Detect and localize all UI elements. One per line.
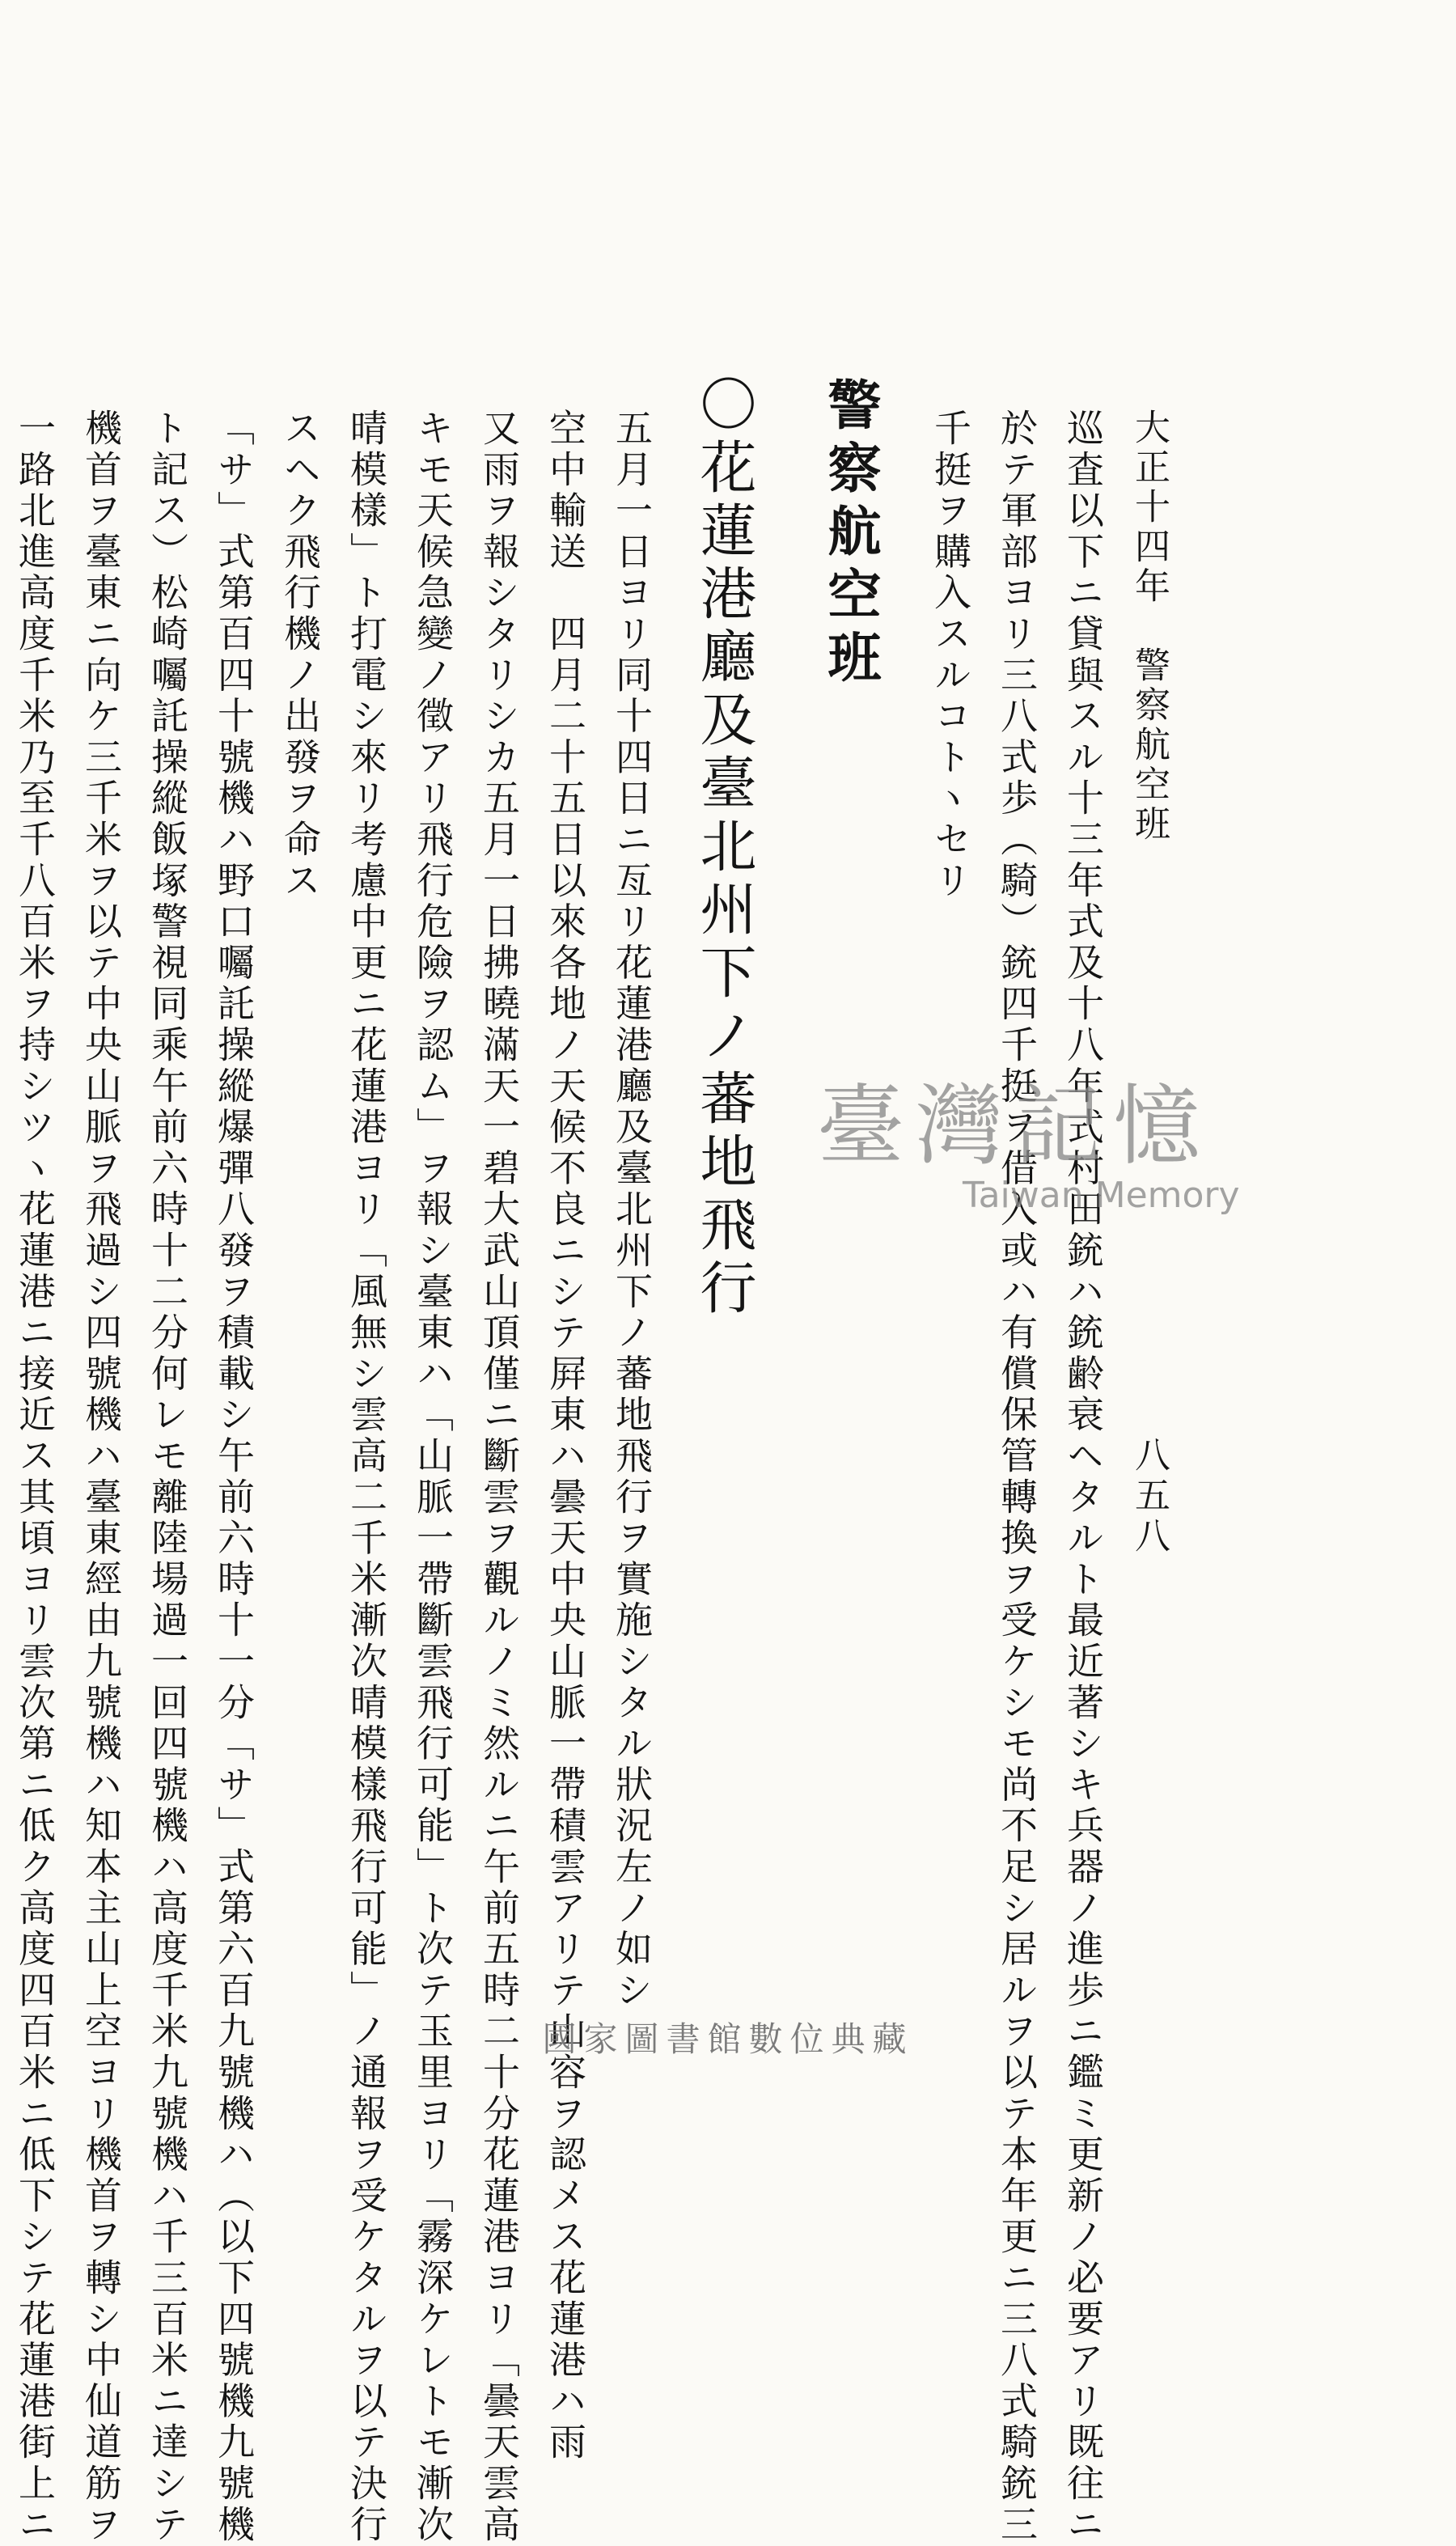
text-column: 一路北進高度千米乃至千八百米ヲ持シツヽ花蓮港ニ接近ス其頃ヨリ雲次第ニ低ク高度四百米ニ低下シテ花蓮港街上ニ bbox=[13, 409, 57, 2546]
running-header: 大正十四年 警察航空班 bbox=[1128, 409, 1170, 845]
text-column: 又雨ヲ報シタリシカ五月一日拂曉滿天一碧大武山頂僅ニ斷雲ヲ觀ルノミ然ルニ午前五時二十分花蓮港ヨリ「曇天雲高 bbox=[477, 409, 521, 2546]
text-column: 千挺ヲ購入スルコトヽセリ bbox=[929, 409, 972, 902]
watermark-chinese: 臺灣記憶 bbox=[817, 1076, 1213, 1177]
article-title: 〇花蓮港廳及臺北州下ノ蕃地飛行 bbox=[691, 375, 757, 1321]
text-column: 於テ軍部ヨリ三八式歩（騎）銃四千挺ヲ借入或ハ有償保管轉換ヲ受ケシモ尚不足シ居ルヲ以テ本年更ニ三八式騎銃三 bbox=[995, 409, 1039, 2546]
watermark bbox=[817, 1056, 1240, 1216]
watermark-english: Taiwan Memory bbox=[963, 1175, 1240, 1216]
text-column: スヘク飛行機ノ出發ヲ命ス bbox=[278, 409, 322, 902]
text-column: 機首ヲ臺東ニ向ケ三千米ヲ以テ中央山脈ヲ飛過シ四號機ハ臺東經由九號機ハ知本主山上空ヨリ機首ヲ轉シ中仙道筋ヲ bbox=[79, 409, 123, 2546]
footer-credit: 國家圖書館數位典藏 bbox=[542, 2019, 914, 2059]
text-column: 空中輸送 四月二十五日以來各地ノ天候不良ニシテ屛東ハ曇天中央山脈一帶積雲アリテ山容ヲ認メス花蓮港ハ雨 bbox=[544, 409, 587, 2463]
text-column: キモ天候急變ノ徵アリ飛行危險ヲ認ム」ヲ報シ臺東ハ「山脈一帶斷雲飛行可能」ト次テ玉里ヨリ「霧深ケレトモ漸次 bbox=[411, 409, 455, 2546]
text-column: ト記ス）松崎囑託操縱飯塚警視同乘午前六時十二分何レモ離陸場過一回四號機ハ高度千米九號機ハ千三百米ニ達シテ bbox=[146, 409, 189, 2546]
text-column: 巡査以下ニ貸與スル十三年式及十八年式村田銃ハ銃齢衰ヘタルト最近著シキ兵器ノ進歩ニ鑑ミ更新ノ必要アリ既往ニ bbox=[1061, 409, 1105, 2546]
page-number: 八五八 bbox=[1128, 1436, 1170, 1557]
text-column: 五月一日ヨリ同十四日ニ亙リ花蓮港廳及臺北州下ノ蕃地飛行ヲ實施シタル狀況左ノ如シ bbox=[610, 409, 654, 2012]
text-column: 「サ」式第百四十號機ハ野口囑託操縱爆彈八發ヲ積載シ午前六時十一分「サ」式第六百九號機ハ（以下四號機九號機 bbox=[212, 409, 256, 2546]
section-title: 警察航空班 bbox=[819, 377, 882, 693]
text-column: 晴模樣」ト打電シ來リ考慮中更ニ花蓮港ヨリ「風無シ雲高二千米漸次晴模樣飛行可能」ノ通報ヲ受ケタルヲ以テ決行 bbox=[345, 409, 388, 2546]
